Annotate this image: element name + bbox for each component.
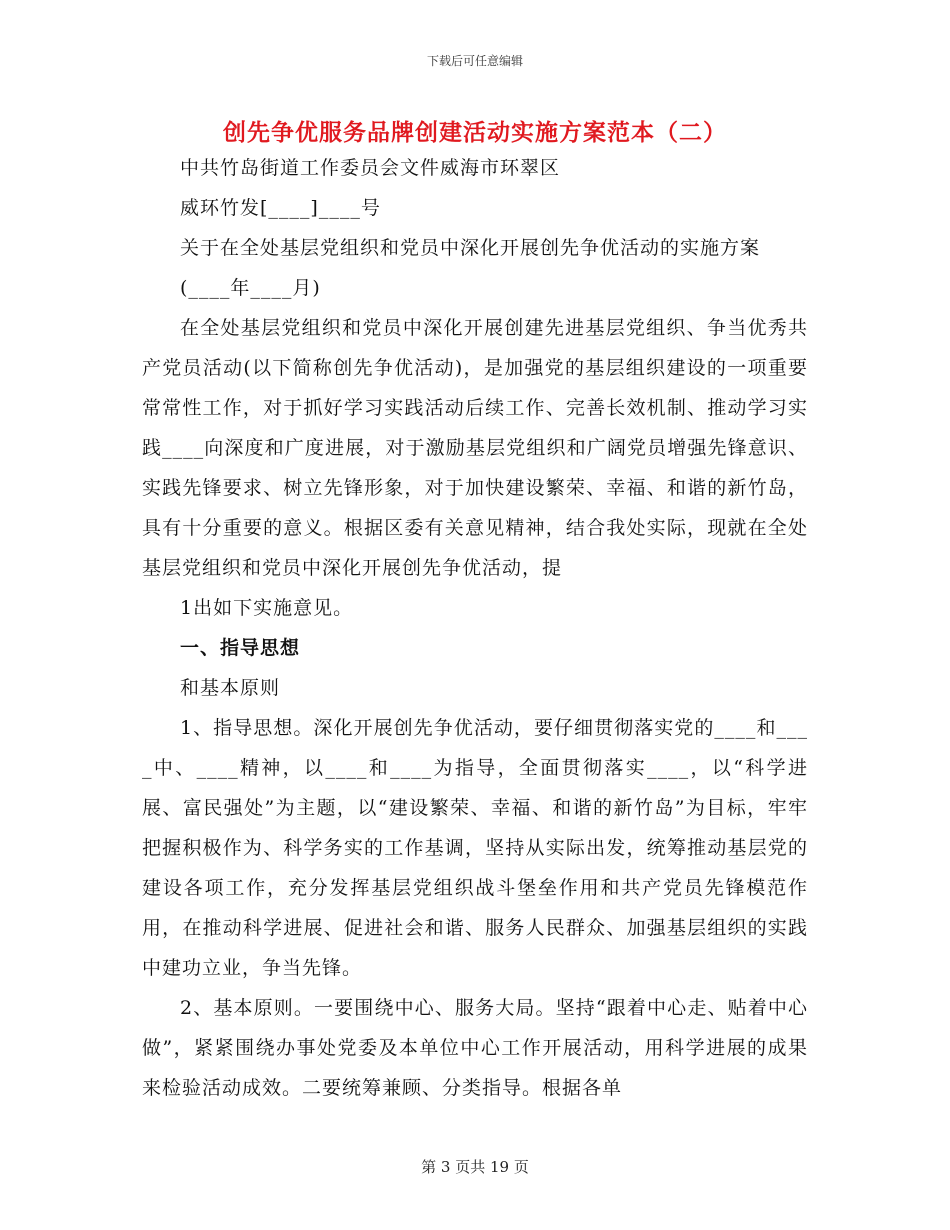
document-subject: 关于在全处基层党组织和党员中深化开展创先争优活动的实施方案: [180, 237, 761, 259]
intro-paragraph: 在全处基层党组织和党员中深化开展创建先进基层党组织、争当优秀共产党员活动(以下简称创先争优活动)，是加强党的基层组织建设的一项重要常常性工作，对于抓好学习实践活动后续工作、完善长效机制、推动学习实践____向深度和广度进展，对于激励基层党组织和广阔党员增强先锋意识、实践先锋要求、树立先锋形象，对于加快建设繁荣、幸福、和谐的新竹岛，具有十分重要的意义。根据区委有关意见精神，结合我处实际，现就在全处基层党组织和党员中深化开展创先争优活动，提: [142, 317, 808, 579]
basic-principles-paragraph: 2、基本原则。一要围绕中心、服务大局。坚持“跟着中心走、贴着中心做”，紧紧围绕办事处党委及本单位中心工作开展活动，用科学进展的成果来检验活动成效。二要统筹兼顾、分类指导。根据各单: [142, 997, 808, 1099]
section-heading: 一、指导思想: [180, 637, 301, 659]
document-number: 威环竹发[____]____号: [180, 197, 381, 219]
page-number: 第 3 页共 19 页: [421, 1158, 529, 1176]
section-subheading: 和基本原则: [180, 677, 281, 699]
intro-continuation: 1出如下实施意见。: [180, 597, 354, 619]
document-date: (____年____月): [180, 277, 321, 299]
page-header-note: 下载后可任意编辑: [426, 54, 523, 68]
issuer-line: 中共竹岛街道工作委员会文件威海市环翠区: [180, 157, 561, 179]
guiding-ideology-paragraph: 1、指导思想。深化开展创先争优活动，要仔细贯彻落实党的____和____中、____精神，以____和____为指导，全面贯彻落实____，以“科学进展、富民强处”为主题，以“建设繁荣、幸福、和谐的新竹岛”为目标，牢牢把握积极作为、科学务实的工作基调，坚持从实际出发，统筹推动基层党的建设各项工作，充分发挥基层党组织战斗堡垒作用和共产党员先锋模范作用，在推动科学进展、促进社会和谐、服务人民群众、加强基层组织的实践中建功立业，争当先锋。: [142, 717, 808, 979]
document-title: 创先争优服务品牌创建活动实施方案范本（二）: [223, 119, 727, 146]
document-body: [142, 148, 808, 1108]
